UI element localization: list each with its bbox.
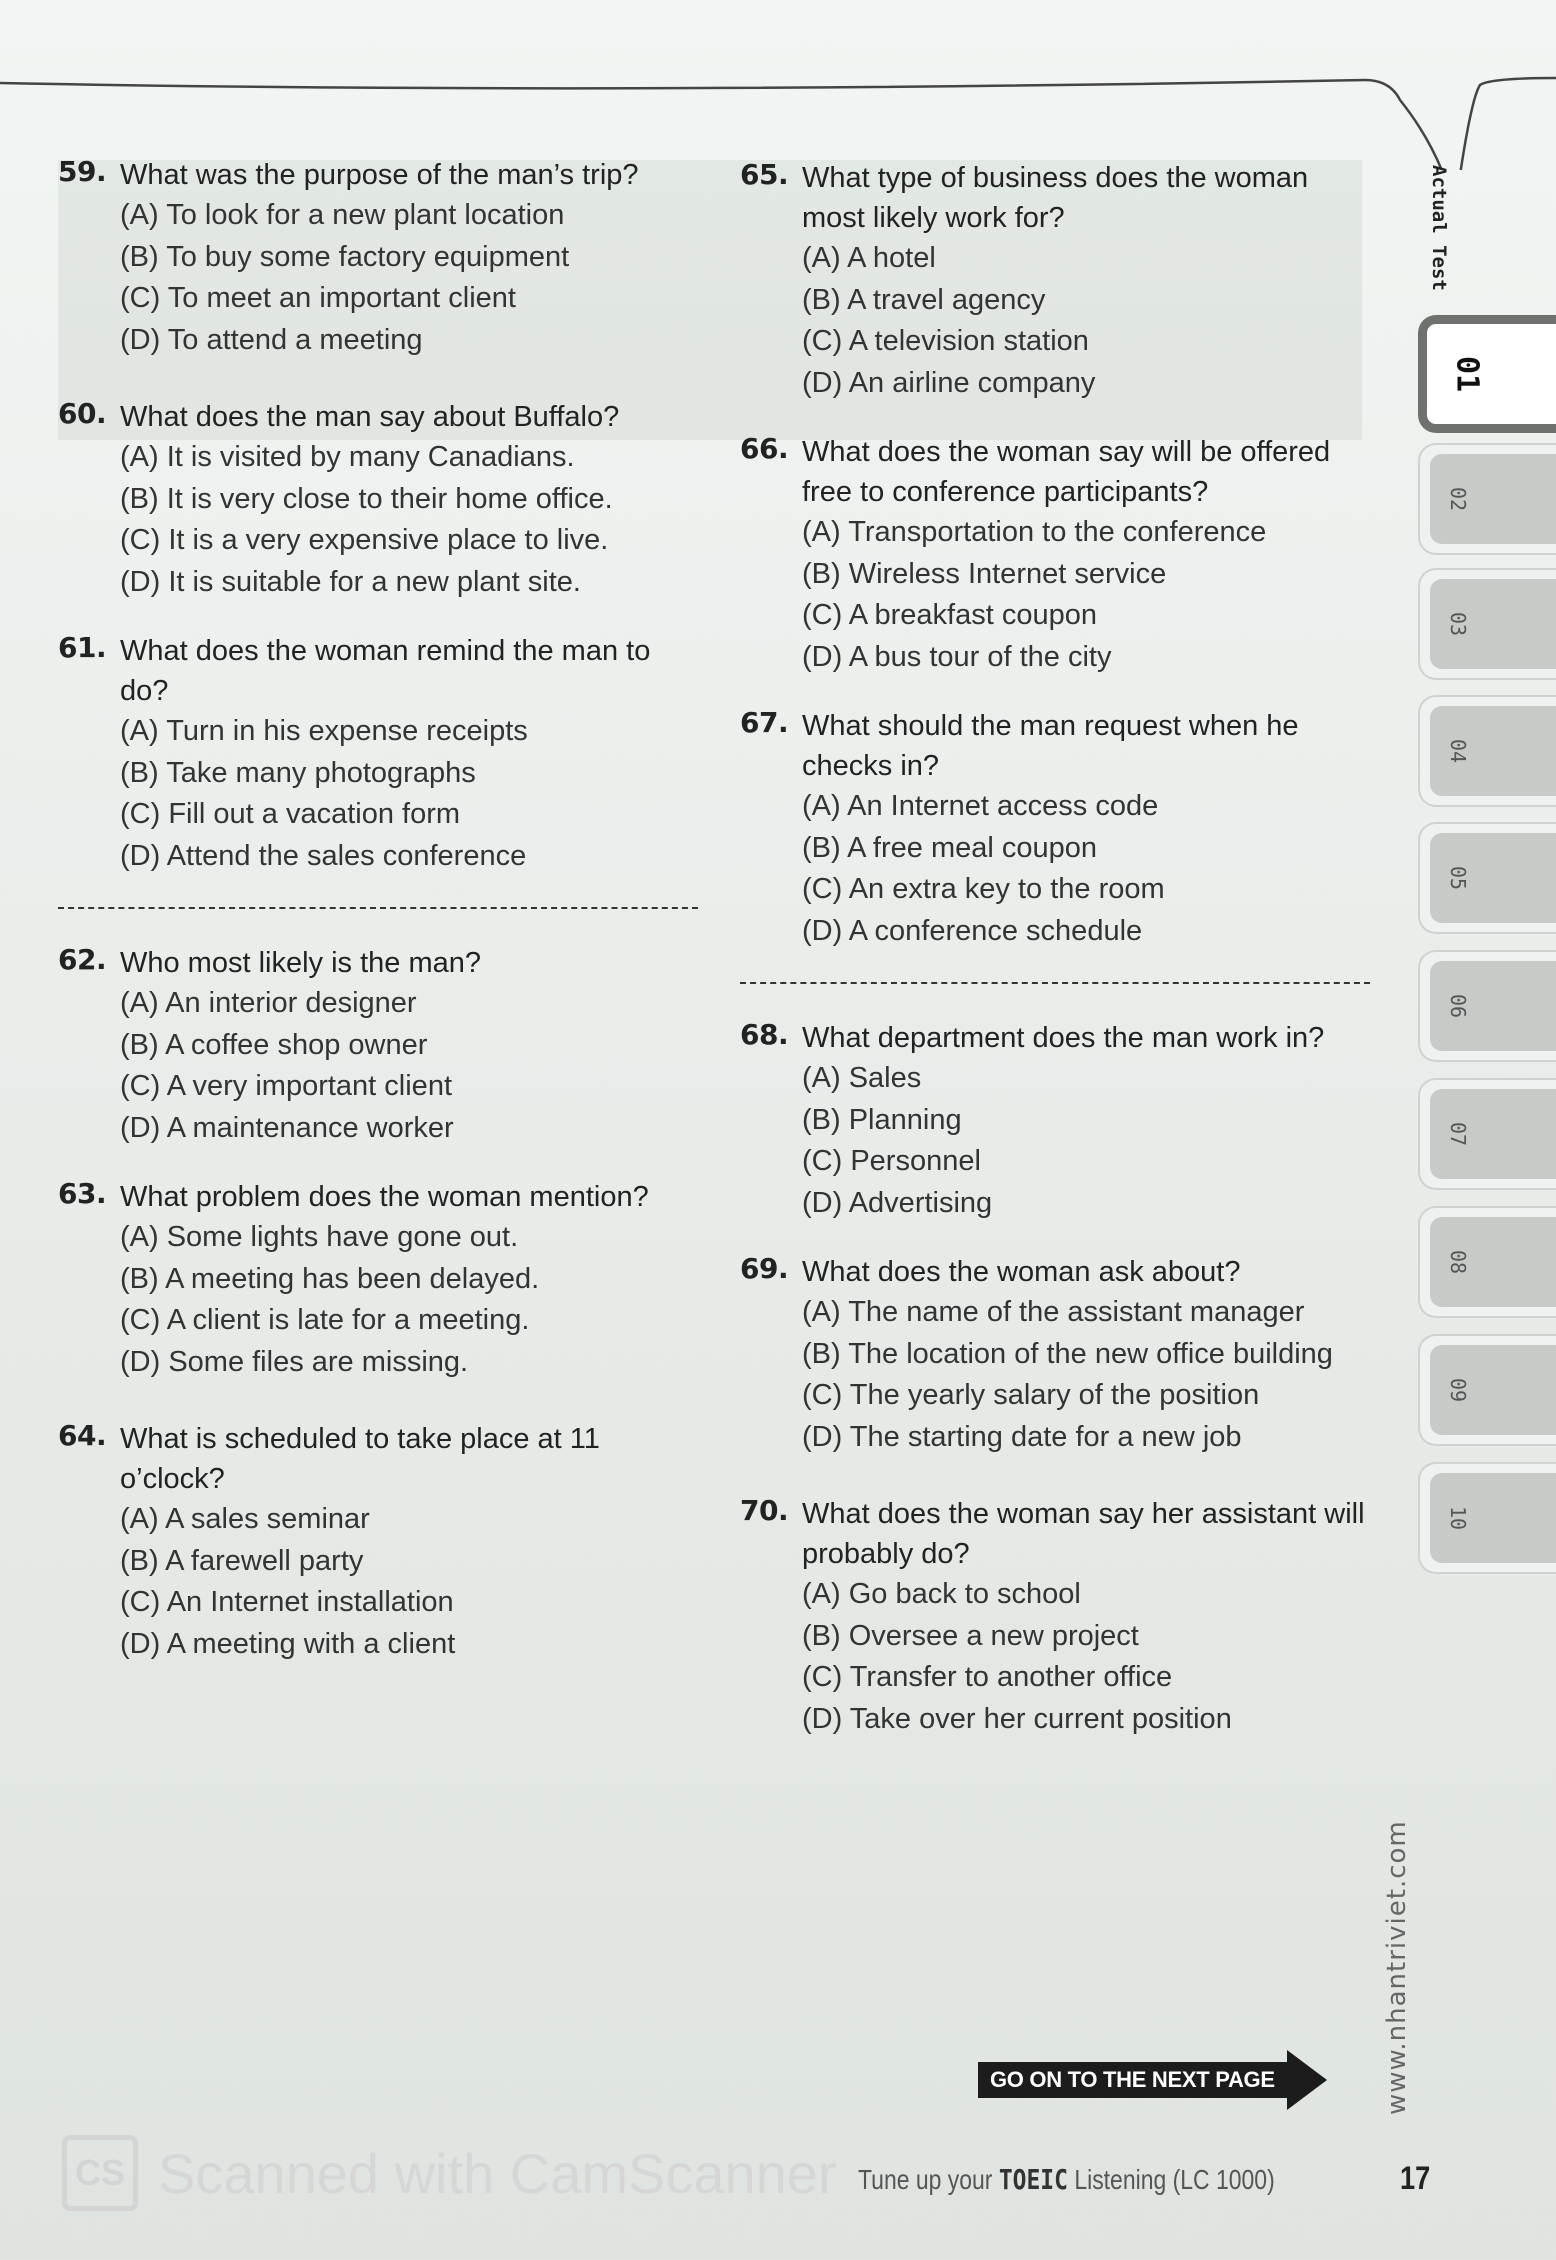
question-text: What is scheduled to take place at 11 o’clock? (120, 1423, 600, 1495)
question-62 (58, 943, 698, 1149)
tab-test-04[interactable] (1418, 695, 1556, 807)
option-d: (D) A conference schedule (802, 914, 1143, 947)
tab-test-07[interactable] (1418, 1078, 1556, 1190)
option-d: (D) A bus tour of the city (802, 640, 1112, 673)
right-arrow-icon (1287, 2050, 1327, 2110)
option-d: (D) It is suitable for a new plant site. (120, 565, 581, 598)
question-68 (740, 1018, 1370, 1224)
questions-left-column (58, 155, 698, 1693)
question-66 (740, 432, 1370, 678)
tab-number: 01 (1449, 355, 1485, 393)
option-b: (B) A coffee shop owner (120, 1028, 428, 1061)
question-text: What department does the man work in? (802, 1022, 1325, 1054)
question-text: What does the man say about Buffalo? (120, 401, 620, 433)
question-text: What type of business does the woman most likely work for? (802, 162, 1309, 234)
option-d: (D) To attend a meeting (120, 323, 423, 356)
question-number: 68. (740, 1018, 789, 1051)
option-a: (A) An Internet access code (802, 790, 1159, 822)
tab-number: 04 (1446, 738, 1471, 764)
question-number: 59. (58, 155, 107, 188)
dashed-divider (58, 907, 698, 909)
option-d: (D) Take over her current position (802, 1702, 1232, 1735)
question-text: What was the purpose of the man’s trip? (120, 159, 639, 191)
title-prefix: Tune up your (858, 2164, 999, 2195)
question-67 (740, 706, 1370, 952)
question-text: What does the woman say will be offered free to conference participants? (802, 436, 1331, 508)
option-c: (C) A breakfast coupon (802, 599, 1097, 631)
tab-number: 10 (1446, 1505, 1471, 1531)
section-label: Actual Test (1428, 165, 1450, 291)
tab-test-05[interactable] (1418, 822, 1556, 934)
option-d: (D) Some files are missing. (120, 1345, 469, 1378)
question-65 (740, 158, 1370, 404)
question-number: 61. (58, 631, 107, 664)
question-number: 67. (740, 706, 789, 739)
question-64 (58, 1419, 698, 1665)
option-a: (A) Some lights have gone out. (120, 1221, 519, 1253)
header-rule (0, 60, 1556, 170)
question-number: 62. (58, 943, 107, 976)
question-text: What does the woman remind the man to do? (120, 635, 651, 707)
option-a: (A) Turn in his expense receipts (120, 715, 528, 747)
option-b: (B) To buy some factory equipment (120, 240, 570, 273)
option-a: (A) Sales (802, 1062, 922, 1094)
book-title (858, 2163, 1275, 2196)
next-page-label: GO ON TO THE NEXT PAGE (978, 2062, 1287, 2098)
website-url: www.nhantriviet.com (1382, 1820, 1412, 2115)
tab-test-02[interactable] (1418, 443, 1556, 555)
question-number: 65. (740, 158, 789, 191)
option-a: (A) To look for a new plant location (120, 199, 565, 231)
tab-number: 02 (1446, 486, 1471, 512)
option-d: (D) An airline company (802, 366, 1096, 399)
option-b: (B) Wireless Internet service (802, 557, 1167, 590)
tab-test-08[interactable] (1418, 1206, 1556, 1318)
option-c: (C) To meet an important client (120, 282, 516, 314)
question-number: 60. (58, 397, 107, 430)
tab-test-06[interactable] (1418, 950, 1556, 1062)
title-brand: TOEIC (998, 2163, 1068, 2196)
option-a: (A) Transportation to the conference (802, 516, 1267, 548)
question-70 (740, 1494, 1370, 1740)
option-c: (C) An Internet installation (120, 1586, 454, 1618)
option-a: (A) A sales seminar (120, 1503, 370, 1535)
option-a: (A) It is visited by many Canadians. (120, 441, 575, 473)
question-63 (58, 1177, 698, 1383)
option-b: (B) A farewell party (120, 1544, 364, 1577)
dashed-divider (740, 982, 1370, 984)
option-b: (B) A free meal coupon (802, 831, 1097, 864)
questions-right-column (740, 158, 1370, 1768)
option-d: (D) The starting date for a new job (802, 1420, 1242, 1453)
option-d: (D) A maintenance worker (120, 1111, 454, 1144)
next-page-indicator (978, 2050, 1327, 2110)
option-b: (B) A meeting has been delayed. (120, 1262, 540, 1295)
option-b: (B) The location of the new office building (802, 1337, 1333, 1370)
question-number: 64. (58, 1419, 107, 1452)
option-a: (A) A hotel (802, 242, 936, 274)
tab-number: 05 (1446, 865, 1471, 891)
page-number: 17 (1400, 2160, 1431, 2196)
option-c: (C) The yearly salary of the position (802, 1379, 1260, 1411)
question-number: 70. (740, 1494, 789, 1527)
tab-number: 09 (1446, 1377, 1471, 1403)
question-61 (58, 631, 698, 877)
option-c: (C) Personnel (802, 1145, 981, 1177)
option-c: (C) Fill out a vacation form (120, 798, 461, 830)
question-number: 63. (58, 1177, 107, 1210)
tab-number: 08 (1446, 1249, 1471, 1275)
question-60 (58, 397, 698, 603)
question-69 (740, 1252, 1370, 1458)
option-b: (B) Planning (802, 1103, 962, 1136)
question-text: What problem does the woman mention? (120, 1181, 649, 1213)
option-b: (B) A travel agency (802, 283, 1046, 316)
option-b: (B) Oversee a new project (802, 1619, 1139, 1652)
watermark-text: Scanned with CamScanner (158, 2141, 837, 2205)
camscanner-logo-icon: CS (62, 2135, 138, 2211)
option-d: (D) Attend the sales conference (120, 839, 527, 872)
option-c: (C) An extra key to the room (802, 873, 1165, 905)
question-number: 69. (740, 1252, 789, 1285)
option-c: (C) Transfer to another office (802, 1661, 1173, 1693)
option-c: (C) A client is late for a meeting. (120, 1304, 530, 1336)
question-number: 66. (740, 432, 789, 465)
tab-number: 07 (1446, 1121, 1471, 1147)
tab-test-09[interactable] (1418, 1334, 1556, 1446)
option-b: (B) Take many photographs (120, 756, 476, 789)
option-b: (B) It is very close to their home office. (120, 482, 613, 515)
option-a: (A) The name of the assistant manager (802, 1296, 1305, 1328)
option-c: (C) It is a very expensive place to live. (120, 524, 609, 556)
option-d: (D) A meeting with a client (120, 1627, 456, 1660)
tab-test-01[interactable] (1418, 315, 1556, 433)
question-text: What should the man request when he checks in? (802, 710, 1299, 782)
question-59 (58, 155, 698, 361)
option-c: (C) A very important client (120, 1070, 452, 1102)
option-c: (C) A television station (802, 325, 1089, 357)
option-d: (D) Advertising (802, 1186, 993, 1219)
tab-test-10[interactable] (1418, 1462, 1556, 1574)
question-text: What does the woman say her assistant will probably do? (802, 1498, 1365, 1570)
question-text: What does the woman ask about? (802, 1256, 1241, 1288)
tab-number: 03 (1446, 611, 1471, 637)
option-a: (A) Go back to school (802, 1578, 1081, 1610)
title-suffix: Listening (LC 1000) (1067, 2164, 1275, 2195)
tab-number: 06 (1446, 993, 1471, 1019)
question-text: Who most likely is the man? (120, 947, 482, 979)
camscanner-watermark (62, 2135, 837, 2211)
option-a: (A) An interior designer (120, 987, 417, 1019)
tab-test-03[interactable] (1418, 568, 1556, 680)
